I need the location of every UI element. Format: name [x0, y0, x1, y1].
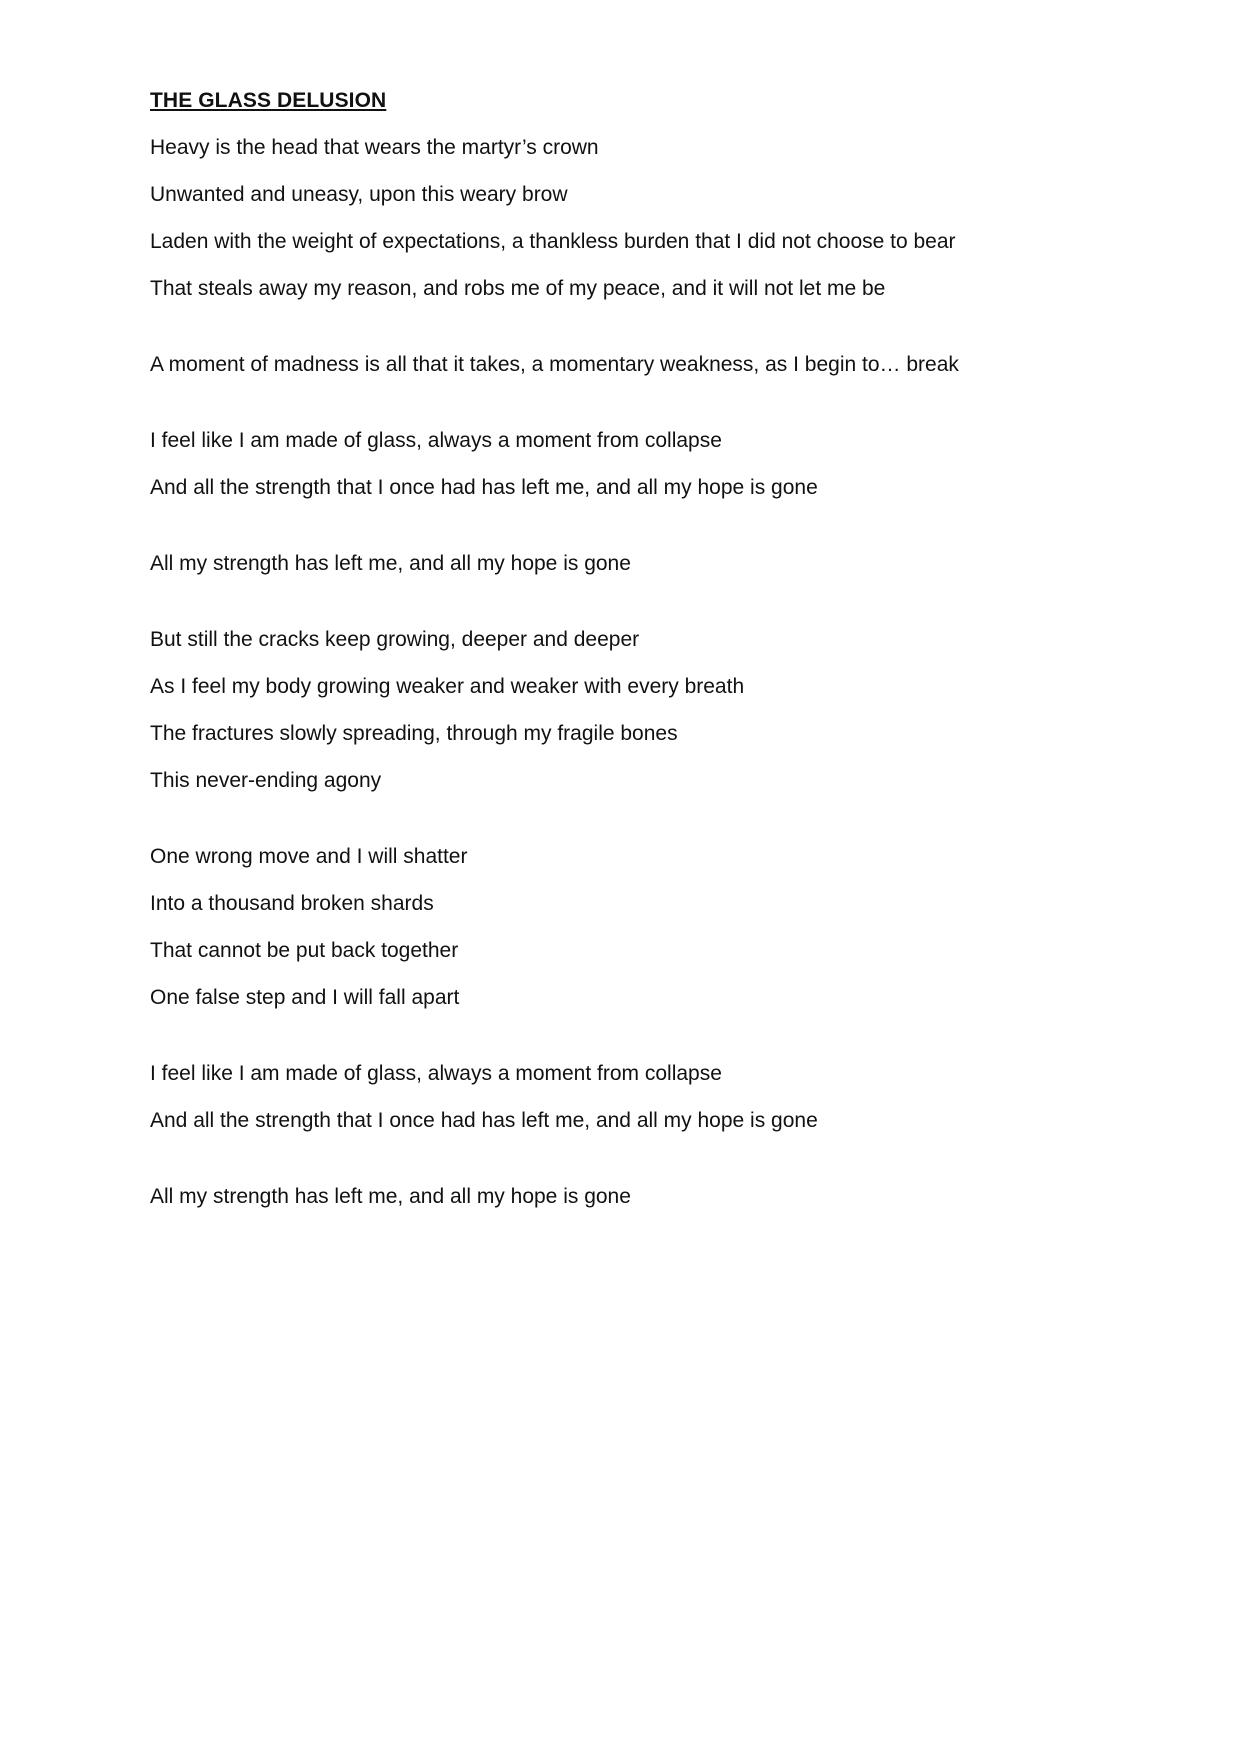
poem-line: One wrong move and I will shatter: [150, 845, 468, 868]
stanza: [150, 426, 1150, 503]
poem-line: I feel like I am made of glass, always a moment from collapse: [150, 1062, 722, 1085]
poem-line: That steals away my reason, and robs me of my peace, and it will not let me be: [150, 277, 886, 300]
stanza: [150, 133, 1150, 304]
poem-line: And all the strength that I once had has left me, and all my hope is gone: [150, 1109, 818, 1132]
stanza: [150, 1059, 1150, 1136]
poem-line: This never-ending agony: [150, 769, 382, 792]
poem-body: [150, 86, 1150, 1258]
stanza: [150, 625, 1150, 796]
poem-line: As I feel my body growing weaker and weaker with every breath: [150, 675, 745, 698]
poem-line: A moment of madness is all that it takes, a momentary weakness, as I begin to… break: [150, 353, 959, 376]
poem-line: The fractures slowly spreading, through my fragile bones: [150, 722, 678, 745]
page-title: THE GLASS DELUSION: [150, 89, 387, 112]
stanza: [150, 350, 1150, 380]
poem-line: One false step and I will fall apart: [150, 986, 460, 1009]
poem-line: Laden with the weight of expectations, a thankless burden that I did not choose to bear: [150, 230, 956, 253]
poem-line: All my strength has left me, and all my hope is gone: [150, 552, 631, 575]
poem-line: Into a thousand broken shards: [150, 892, 434, 915]
poem-line: All my strength has left me, and all my hope is gone: [150, 1185, 631, 1208]
stanza: [150, 1182, 1150, 1212]
poem-line: But still the cracks keep growing, deeper and deeper: [150, 628, 640, 651]
poem-line: And all the strength that I once had has left me, and all my hope is gone: [150, 476, 818, 499]
stanza: [150, 842, 1150, 1013]
poem-line: That cannot be put back together: [150, 939, 459, 962]
poem-line: Heavy is the head that wears the martyr’s crown: [150, 136, 599, 159]
poem-line: I feel like I am made of glass, always a moment from collapse: [150, 429, 722, 452]
poem-line: Unwanted and uneasy, upon this weary brow: [150, 183, 568, 206]
stanza: [150, 549, 1150, 579]
